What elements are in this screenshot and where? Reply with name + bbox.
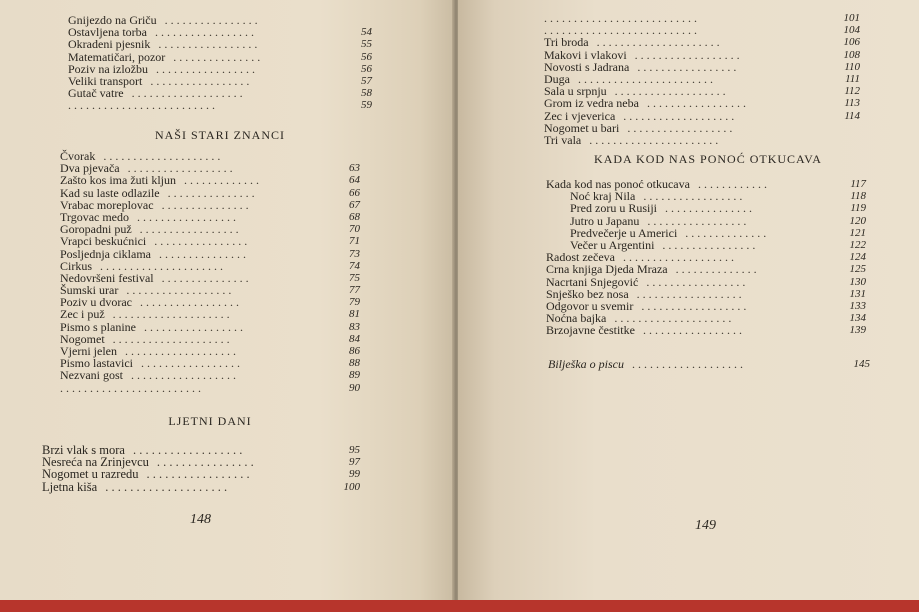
dot-leader: . . . . . . . . . . . . . . . . . .: [127, 162, 233, 175]
dot-leader: . . . . . . . . . . . . . . . . . . . . . . . . .: [68, 99, 215, 112]
toc-entry: [546, 202, 866, 214]
toc-entry-title: Nogomet: [60, 331, 105, 346]
dot-leader: . . . . . . . . . . . . . . . . . . . . . . . .: [60, 381, 201, 394]
dot-leader: . . . . . . . . . . . . . . .: [167, 186, 255, 199]
dot-leader: . . . . . . . . . . . . . . . . .: [155, 62, 255, 75]
toc-entry-title: Pred zoru u Rusiji: [570, 201, 657, 216]
dot-leader: . . . . . . . . . . . . . . . . . . .: [614, 85, 726, 98]
toc-entry-title: Poziv u dvorac: [60, 295, 132, 310]
dot-leader: . . . . . . . . . . . . . . . . . .: [634, 48, 740, 61]
toc-entry-title: Čvorak: [60, 149, 96, 163]
toc-entry-title: Gutač vatre: [68, 86, 124, 101]
toc-entry-page: 139: [849, 324, 866, 337]
toc-entry-title: Šumski urar: [60, 283, 119, 298]
toc-entry: [60, 369, 360, 381]
toc-entry: [544, 122, 860, 134]
toc-entry-page: 110: [844, 60, 860, 73]
section-heading-ljetni-dani: LJETNI DANI: [168, 414, 252, 428]
dot-leader: . . . . . . . . . . . . . . .: [665, 202, 752, 215]
toc-entry-title: Poziv na izložbu: [68, 61, 148, 76]
toc-entry-page: 57: [361, 74, 372, 87]
toc-entry-title: Vrabac moreplovac: [60, 197, 154, 212]
toc-entry-page: 67: [349, 198, 360, 211]
toc-entry-page: 79: [349, 296, 360, 309]
dot-leader: . . . . . . . . . . . . . . . . . . . . . .: [589, 133, 719, 147]
toc-entry-title: Noćna bajka: [546, 311, 607, 326]
dot-leader: . . . . . . . . . . . . . . . . .: [642, 324, 742, 337]
toc-entry-page: 56: [361, 50, 372, 63]
toc-entry-title: Tri vala: [544, 132, 582, 147]
dot-leader: . . . . . . . . . . . . . . . . . . . .: [112, 308, 230, 321]
toc-entry-page: 101: [843, 12, 860, 24]
dot-leader: . . . . . . . . . . . . . . .: [173, 50, 261, 63]
dot-leader: . . . . . . . . . . . . . . . . . . . . . . . . . .: [544, 12, 697, 25]
left-page: [0, 0, 456, 600]
toc-entry-page: 111: [845, 72, 860, 85]
toc-entry-title: Novosti s Jadrana: [544, 59, 630, 74]
toc-entry: [546, 276, 866, 288]
dot-leader: . . . . . . . . . . . . . . . . .: [141, 357, 240, 370]
toc-entry: [544, 12, 860, 24]
toc-entry-page: 66: [349, 186, 360, 199]
dot-leader: . . . . . . . . . . . . . . .: [161, 271, 249, 285]
dot-leader: . . . . . . . . . . . . . . . . .: [647, 214, 747, 227]
toc-entry-page: 75: [349, 271, 360, 284]
dot-leader: . . . . . . . . . . . . . . . . . .: [641, 299, 747, 313]
dot-leader: . . . . . . . . . . . . . . . . .: [150, 74, 250, 88]
dot-leader: . . . . . . . . . . . . . . . . . . .: [622, 251, 734, 264]
toc-entry-title: Nezvani gost: [60, 368, 123, 383]
toc-entry-page: 58: [361, 87, 372, 100]
toc-entry-title: Ostavljena torba: [68, 25, 147, 40]
toc-entry-title: Pismo s planine: [60, 319, 137, 334]
toc-entry-page: 112: [844, 85, 860, 98]
toc-entry-page: 104: [843, 24, 860, 37]
dot-leader: . . . . . . . . . . . . . . . .: [156, 456, 254, 470]
toc-entry: [60, 248, 360, 260]
toc-entry-page: 77: [349, 284, 360, 297]
toc-entry-page: 90: [349, 381, 360, 394]
toc-entry-title: Gnijezdo na Griču: [68, 13, 157, 27]
toc-entry-title: Odgovor u svemir: [546, 298, 634, 313]
dot-leader: . . . . . . . . . . . . . . . . . . . . . . . . . .: [544, 24, 697, 37]
toc-entry: [60, 308, 360, 320]
toc-entry-page: 130: [849, 275, 866, 288]
toc-entry-title: Zašto kos ima žuti kljun: [60, 173, 176, 188]
dot-leader: . . . . . . . . . . . .: [697, 178, 767, 191]
toc-entry-title: Zec i puž: [60, 307, 105, 322]
dot-leader: . . . . . . . . . . . . . . . . .: [646, 97, 746, 110]
dot-leader: . . . . . . . . . . . . . . . . . . . . .: [100, 259, 224, 272]
toc-entry-title: Crna knjiga Djeda Mraza: [546, 262, 668, 277]
toc-entry: [544, 134, 860, 146]
toc-entry-title: Zec i vjeverica: [544, 108, 616, 123]
toc-entry-title: Pismo lastavici: [60, 356, 133, 371]
toc-entry: [60, 235, 360, 247]
dot-leader: . . . . . . . . . . . . . . . . . .: [132, 444, 243, 457]
toc-entry-page: 134: [849, 312, 866, 325]
dot-leader: . . . . . . . . . . . . . . . . . .: [126, 284, 232, 297]
toc-entry-title: Okradeni pjesnik: [68, 37, 151, 52]
dot-leader: . . . . . . . . . . . . . . . . . . . .: [112, 332, 230, 346]
toc-entry-title: Tri broda: [544, 35, 589, 50]
dot-leader: . . . . . . . . . . . . . . . . .: [158, 38, 258, 51]
toc-entry-page: 55: [361, 38, 372, 51]
toc-entry-title: Snješko bez nosa: [546, 286, 629, 301]
toc-entry-page: 56: [361, 62, 372, 75]
dot-leader: . . . . . . . . . . . . . . . . . . .: [131, 87, 243, 100]
dot-leader: . . . . . . . . . . . . . . . . . . . . .: [596, 36, 720, 49]
dot-leader: . . . . . . . . . . . . . . . . .: [139, 296, 239, 309]
toc-entry-page: 125: [849, 263, 866, 276]
toc-entry-title: Kada kod nas ponoć otkucava: [546, 177, 690, 191]
toc-entry: [60, 321, 360, 333]
toc-entry: [42, 481, 360, 493]
toc-entry-page: 54: [361, 26, 372, 39]
dot-leader: . . . . . . . . . . . . . .: [685, 226, 767, 239]
toc-entry-title: Večer u Argentini: [570, 237, 655, 252]
dot-leader: . . . . . . . . . . . . . . . . .: [154, 26, 254, 39]
toc-entry: [546, 324, 866, 336]
toc-entry-title: Bilješka o piscu: [548, 357, 624, 371]
toc-entry-title: Brzi vlak s mora: [42, 443, 125, 457]
toc-entry-title: Jutro u Japanu: [570, 213, 640, 228]
toc-entry-title: Nedovršeni festival: [60, 270, 154, 285]
toc-entry: [68, 38, 372, 50]
dot-leader: . . . . . . . . . . . . . .: [675, 263, 757, 276]
dot-leader: . . . . . . . . . . . . . . . . .: [646, 275, 746, 288]
toc-entry-page: 74: [349, 259, 360, 272]
toc-entry-page: 70: [349, 223, 360, 236]
toc-entry-title: Predvečerje u Americi: [570, 225, 678, 240]
toc-entry-title: Noć kraj Nila: [570, 189, 636, 204]
toc-entry-title: Goropadni puž: [60, 222, 132, 237]
dot-leader: . . . . . . . . . . . . . . . . . .: [636, 287, 742, 300]
toc-entry-page: 118: [850, 190, 866, 203]
toc-entry-title: Matematičari, pozor: [68, 49, 166, 64]
toc-entry-page: 117: [850, 178, 866, 190]
toc-entry-page: 133: [849, 299, 866, 312]
dot-leader: . . . . . . . . . . . . . . . . . . .: [124, 345, 236, 358]
dot-leader: . . . . . . . . . . . . . . . . .: [643, 190, 743, 203]
toc-entry-page: 145: [853, 358, 870, 370]
toc-entry-page: 63: [349, 162, 360, 175]
toc-entry: [60, 382, 360, 394]
toc-entry: [68, 51, 372, 63]
dot-leader: . . . . . . . . . . . . . . . . . . . .: [103, 150, 221, 163]
dot-leader: . . . . . . . . . . . . . . . . . . . .: [614, 312, 732, 325]
dot-leader: . . . . . . . . . . . . . . . . .: [637, 60, 737, 73]
dot-leader: . . . . . . . . . . . . . . . . .: [144, 320, 244, 333]
toc-entry-page: 71: [349, 235, 360, 248]
toc-entry: [546, 215, 866, 227]
toc-entry-page: 106: [843, 36, 860, 49]
author-note-entry: [548, 358, 870, 370]
toc-entry: [544, 36, 860, 48]
dot-leader: . . . . . . . . . . . . . . . . . . .: [623, 109, 735, 122]
dot-leader: . . . . . . . . . . . . . . . . .: [146, 468, 250, 482]
toc-entry-title: Nesreća na Zrinjevcu: [42, 455, 149, 470]
dot-leader: . . . . . . . . . . . . . . . . .: [139, 223, 239, 236]
toc-entry-page: 124: [849, 251, 866, 264]
toc-entry-page: 97: [349, 456, 360, 469]
toc-entry-title: Cirkus: [60, 258, 93, 273]
page-number-right: 149: [695, 518, 716, 533]
toc-entry-page: 95: [349, 444, 360, 456]
toc-entry-page: 131: [849, 287, 866, 300]
toc-entry: [60, 296, 360, 308]
toc-entry-title: Vrapci beskućnici: [60, 234, 147, 249]
toc-entry-page: 73: [349, 247, 360, 260]
toc-entry: [544, 110, 860, 122]
dot-leader: . . . . . . . . . . . . . . . .: [662, 238, 756, 252]
toc-entry-title: Grom iz vedra neba: [544, 96, 639, 111]
toc-entry: [68, 99, 372, 111]
toc-entry-page: 119: [850, 202, 866, 215]
toc-entry-page: 113: [844, 97, 860, 110]
right-page: [458, 0, 919, 600]
toc-entry: [544, 97, 860, 109]
toc-entry: [60, 174, 360, 186]
toc-entry-title: Makovi i vlakovi: [544, 47, 627, 62]
right-section1-list: [546, 178, 866, 336]
dot-leader: . . . . . . . . . . . . . . . . .: [137, 210, 236, 224]
toc-entry-page: 68: [349, 210, 360, 223]
toc-entry-page: 83: [349, 320, 360, 333]
toc-entry-title: Sala u srpnju: [544, 84, 607, 99]
toc-entry-title: Brzojavne čestitke: [546, 323, 635, 338]
dot-leader: . . . . . . . . . . . . . . . . . .: [627, 121, 733, 134]
toc-entry-title: Radost zečeva: [546, 250, 615, 265]
toc-entry-title: Nacrtani Snjegović: [546, 274, 639, 289]
dot-leader: . . . . . . . . . . . . . . . . . .: [130, 369, 236, 382]
right-top-list: [544, 12, 860, 146]
dot-leader: . . . . . . . . . . . . . . .: [158, 247, 246, 260]
toc-entry-page: 59: [361, 99, 372, 112]
toc-entry-page: 86: [349, 345, 360, 357]
section-heading-kada-kod-nas: KADA KOD NAS PONOĆ OTKUCAVA: [594, 152, 822, 166]
toc-entry-title: Ljetna kiša: [42, 479, 98, 494]
toc-entry-title: Nogomet u razredu: [42, 467, 139, 482]
toc-entry-title: Vjerni jelen: [60, 344, 117, 358]
dot-leader: . . . . . . . . . . . . . . . . . . . . . . .: [578, 72, 713, 86]
toc-entry-title: Nogomet u bari: [544, 120, 620, 135]
left-top-list: [68, 14, 372, 112]
left-section2-list: [42, 444, 360, 493]
toc-entry: [546, 263, 866, 275]
toc-entry-page: 81: [349, 308, 360, 321]
toc-entry-page: 122: [849, 238, 866, 251]
dot-leader: . . . . . . . . . . . . . . . . . . . .: [105, 480, 228, 494]
toc-entry-page: 99: [349, 468, 360, 481]
page-number-left: 148: [190, 512, 211, 527]
toc-entry-title: Veliki transport: [68, 73, 143, 88]
toc-entry-page: 89: [349, 369, 360, 382]
toc-entry: [68, 87, 372, 99]
toc-entry-title: Trgovac medo: [60, 209, 129, 224]
toc-entry: [544, 61, 860, 73]
toc-entry-title: Kad su laste odlazile: [60, 185, 160, 200]
toc-entry-title: Posljednja ciklama: [60, 246, 151, 261]
toc-entry-page: 64: [349, 174, 360, 187]
toc-entry-page: 100: [343, 480, 360, 493]
toc-entry: [42, 468, 360, 480]
toc-entry: [548, 358, 870, 370]
section-heading-nasi-stari-znanci: NAŠI STARI ZNANCI: [154, 128, 286, 142]
left-section1-list: [60, 150, 360, 394]
dot-leader: . . . . . . . . . . . . . . . . . . .: [631, 358, 743, 371]
dot-leader: . . . . . . . . . . . . . . .: [161, 198, 249, 211]
toc-entry: [544, 49, 860, 61]
toc-entry: [544, 24, 860, 36]
dot-leader: . . . . . . . . . . . . . . . .: [154, 235, 248, 248]
toc-entry-page: 120: [849, 214, 866, 227]
toc-entry-page: 108: [843, 48, 860, 61]
toc-entry: [60, 187, 360, 199]
toc-entry-title: Duga: [544, 71, 570, 86]
toc-entry-page: 88: [349, 357, 360, 370]
toc-entry-title: Dva pjevača: [60, 161, 120, 176]
toc-entry-page: 114: [844, 109, 860, 122]
toc-entry-page: 121: [849, 226, 866, 239]
toc-entry-page: 84: [349, 332, 360, 345]
dot-leader: . . . . . . . . . . . . . . . .: [164, 14, 258, 27]
dot-leader: . . . . . . . . . . . . .: [184, 174, 259, 187]
